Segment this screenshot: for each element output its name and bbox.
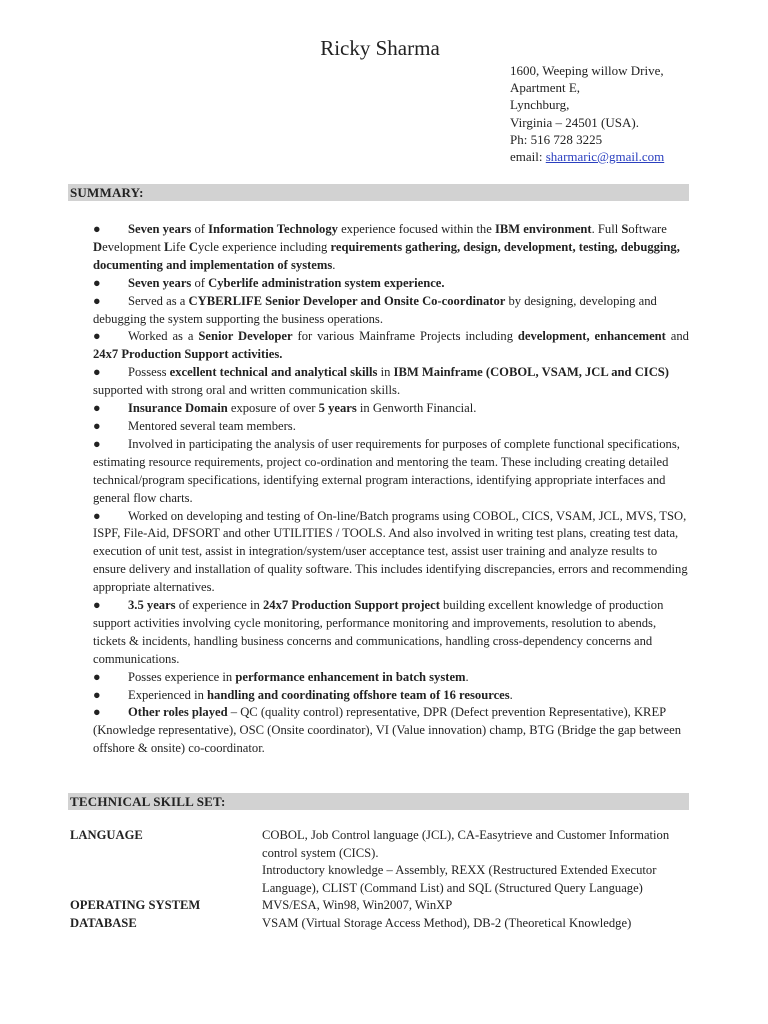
skill-value-line: MVS/ESA, Win98, Win2007, WinXP xyxy=(262,898,453,913)
technical-skills-table xyxy=(70,827,690,933)
body-text: and xyxy=(665,329,689,344)
body-text: of xyxy=(191,222,209,236)
body-text: in Genworth Financial. xyxy=(356,401,477,416)
body-text: evelopment xyxy=(102,239,165,254)
contact-block xyxy=(510,62,664,165)
emphasis-text: IBM Mainframe (COBOL, VSAM, JCL and CICS) xyxy=(393,365,669,380)
body-text: Posses experience in xyxy=(128,669,236,684)
emphasis-text: Senior Developer xyxy=(198,329,293,344)
body-text: Worked as a xyxy=(128,329,199,344)
body-text: exposure of over xyxy=(227,401,319,416)
skill-row xyxy=(70,827,690,897)
bullet-icon: ● xyxy=(93,687,101,702)
skill-row xyxy=(70,897,690,915)
emphasis-text: excellent technical and analytical skills xyxy=(169,365,378,380)
summary-item xyxy=(93,436,689,508)
emphasis-text: Seven years xyxy=(128,275,192,290)
email-link[interactable]: sharmaric@gmail.com xyxy=(545,149,665,165)
email-label: email: xyxy=(510,149,546,165)
skill-value-line: COBOL, Job Control language (JCL), CA-Easytrieve and Customer Information control system (CICS). xyxy=(262,828,670,860)
body-text: of xyxy=(191,275,209,290)
skill-label: DATABASE xyxy=(70,915,137,930)
emphasis-text: requirements gathering, design, development, testing, debugging, documenting and implementation of systems xyxy=(93,239,680,272)
emphasis-text: D xyxy=(93,239,103,254)
body-text: building excellent knowledge of production support activities involving cycle monitoring, performance monitoring and improvements, resolution to abends, tickets & incidents, handling business concerns and communications, handling cross-dependency concerns and communications. xyxy=(93,598,664,666)
emphasis-text: Cyberlife administration system experience. xyxy=(208,275,445,290)
bullet-icon: ● xyxy=(93,222,101,236)
skill-value xyxy=(262,915,682,933)
body-text: Possess xyxy=(128,365,170,380)
body-text: . xyxy=(465,669,469,684)
skill-value xyxy=(262,897,682,915)
technical-skills-heading: TECHNICAL SKILL SET: xyxy=(68,793,689,810)
summary-list xyxy=(93,221,689,758)
address-line: Virginia – 24501 (USA). xyxy=(510,114,639,130)
bullet-icon: ● xyxy=(93,275,101,290)
summary-item xyxy=(93,669,689,687)
summary-item xyxy=(93,275,689,293)
summary-item xyxy=(93,418,689,436)
body-text: ycle experience including xyxy=(197,239,331,254)
bullet-icon: ● xyxy=(93,598,101,613)
emphasis-text: handling and coordinating offshore team of 16 resources xyxy=(207,687,510,702)
bullet-icon: ● xyxy=(93,418,101,433)
emphasis-text: Other roles played xyxy=(128,705,228,720)
emphasis-text: S xyxy=(621,222,629,236)
skill-label: LANGUAGE xyxy=(70,828,143,842)
summary-item xyxy=(93,597,689,669)
bullet-icon: ● xyxy=(93,705,101,720)
address-line: 1600, Weeping willow Drive, xyxy=(510,63,664,78)
skill-label: OPERATING SYSTEM xyxy=(70,898,201,913)
emphasis-text: 24x7 Production Support project xyxy=(263,598,440,613)
body-text: Mentored several team members. xyxy=(128,418,296,433)
emphasis-text: performance enhancement in batch system xyxy=(235,669,466,684)
body-text: . xyxy=(332,257,336,272)
emphasis-text: 24x7 Production Support activities. xyxy=(93,347,283,362)
summary-item xyxy=(93,221,689,275)
emphasis-text: Information Technology xyxy=(208,222,338,236)
body-text: by designing, developing and debugging the system supporting the business operations. xyxy=(93,293,657,326)
emphasis-text: development, enhancement xyxy=(517,329,666,344)
body-text: . xyxy=(509,687,513,702)
body-text: Experienced in xyxy=(128,687,208,702)
body-text: supported with strong oral and written communication skills. xyxy=(93,383,401,398)
bullet-icon: ● xyxy=(93,293,101,308)
emphasis-text: Insurance Domain xyxy=(128,401,228,416)
summary-item xyxy=(93,364,689,400)
skill-row xyxy=(70,915,690,933)
body-text: Involved in participating the analysis of user requirements for purposes of complete functional specifications, estimating resource requirements, project co-ordination and mentoring the team. These including creating detailed technical/program specifications, identifying external program interactions, identifying appropriate interfaces and general flow charts. xyxy=(93,436,680,505)
emphasis-text: L xyxy=(164,239,173,254)
candidate-name: Ricky Sharma xyxy=(320,36,440,60)
bullet-icon: ● xyxy=(93,401,101,416)
skill-value xyxy=(262,827,682,897)
body-text: oftware xyxy=(628,222,667,236)
body-text: – QC (quality control) representative, DPR (Defect prevention Representative), KREP (Knowledge representative), OSC (Onsite coordinator), VI (Value innovation) champ, BTG (Bridge the gap between offshore & onsite) co-coordinator. xyxy=(93,705,682,756)
bullet-icon: ● xyxy=(93,329,101,344)
summary-heading: SUMMARY: xyxy=(68,184,689,201)
summary-item xyxy=(93,400,689,418)
emphasis-text: Seven years xyxy=(128,222,192,236)
skill-value-line: Introductory knowledge – Assembly, REXX (Restructured Extended Executor Language), CLIST (Command List) and SQL (Structured Query Language) xyxy=(262,863,657,895)
email-line xyxy=(510,148,664,165)
body-text: for various Mainframe Projects including xyxy=(292,329,518,344)
body-text: . Full xyxy=(591,222,622,236)
summary-item xyxy=(93,687,689,705)
bullet-icon: ● xyxy=(93,436,101,451)
body-text: Served as a xyxy=(128,293,189,308)
emphasis-text: C xyxy=(188,239,198,254)
body-text: ife xyxy=(172,239,189,254)
bullet-icon: ● xyxy=(93,669,101,684)
bullet-icon: ● xyxy=(93,508,101,523)
summary-item xyxy=(93,704,689,758)
address-line: Lynchburg, xyxy=(510,97,570,113)
skill-value-line: VSAM (Virtual Storage Access Method), DB-2 (Theoretical Knowledge) xyxy=(262,915,632,930)
summary-item xyxy=(93,508,689,598)
body-text: of experience in xyxy=(175,598,263,613)
phone-line: Ph: 516 728 3225 xyxy=(510,131,603,147)
body-text: experience focused within the xyxy=(337,222,495,236)
bullet-icon: ● xyxy=(93,365,101,380)
emphasis-text: 3.5 years xyxy=(128,598,176,613)
summary-item xyxy=(93,328,689,364)
emphasis-text: CYBERLIFE Senior Developer and Onsite Co-coordinator xyxy=(188,293,506,308)
emphasis-text: 5 years xyxy=(318,401,357,416)
address-line: Apartment E, xyxy=(510,80,581,96)
body-text: Worked on developing and testing of On-line/Batch programs using COBOL, CICS, VSAM, JCL, MVS, TSO, ISPF, File-Aid, DFSORT and other UTILITIES / TOOLS. And also involved in writing test plans, creating test data, execution of unit test, assist in integration/system/user acceptance test, assist user training and analyze results to ensure delivery and installation of quality software. This includes identifying discrepancies, errors and recommending appropriate alternatives. xyxy=(93,508,688,595)
body-text: in xyxy=(377,365,394,380)
summary-item xyxy=(93,293,689,329)
emphasis-text: IBM environment xyxy=(494,222,592,236)
